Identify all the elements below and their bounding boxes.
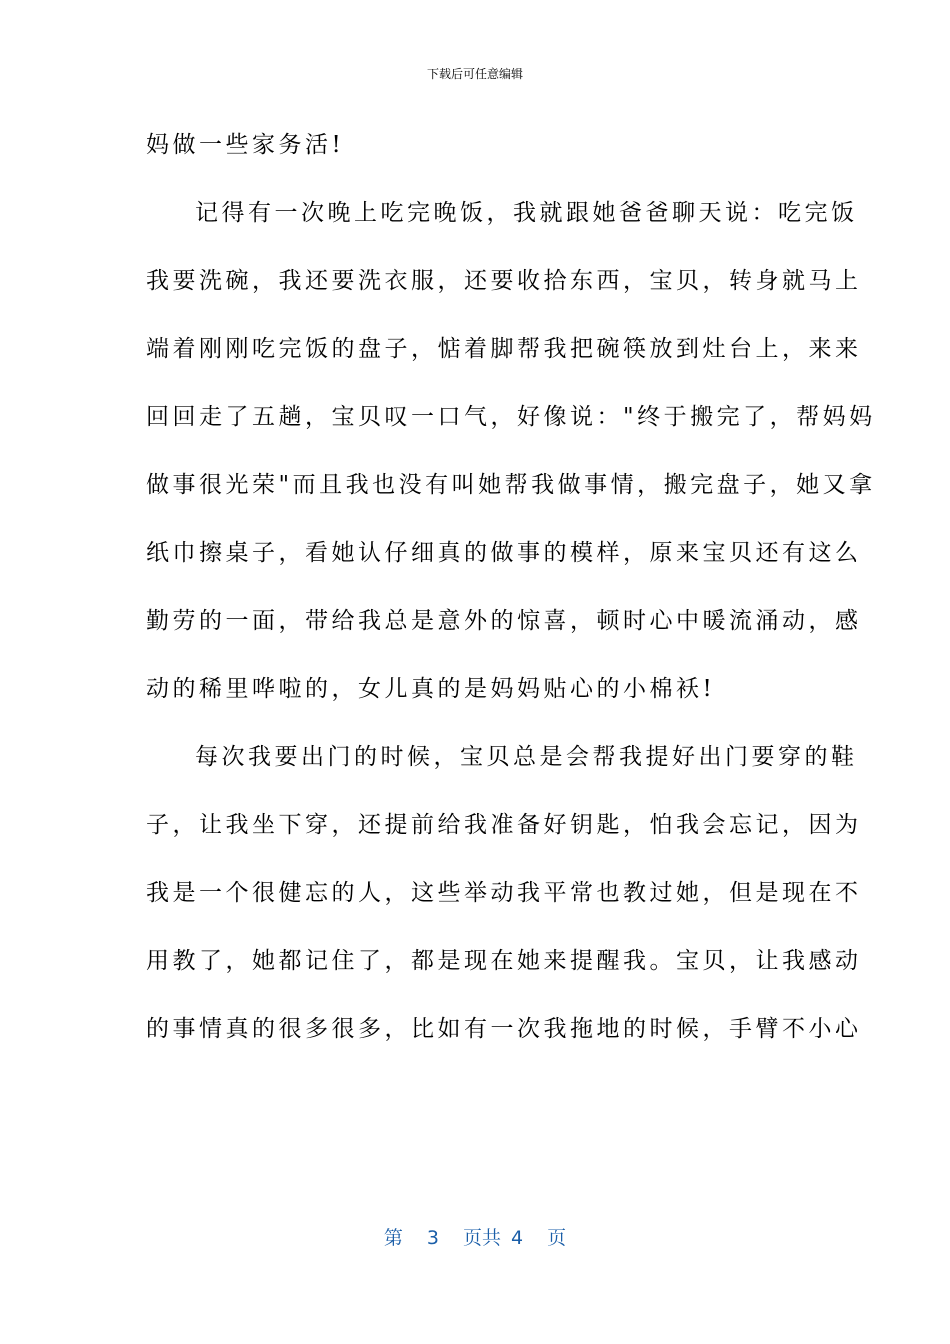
total-page-number: 4 [511,1227,524,1249]
text-line: 动的稀里哗啦的，女儿真的是妈妈贴心的小棉袄! [146,676,716,702]
text-line: 勤劳的一面，带给我总是意外的惊喜，顿时心中暖流涌动，感 [146,608,862,634]
text-line-paragraph-start: 每次我要出门的时候，宝贝总是会帮我提好出门要穿的鞋 [195,744,858,770]
document-body [146,121,876,1073]
text-line: 我要洗碗，我还要洗衣服，还要收拾东西，宝贝，转身就马上 [146,268,862,294]
text-line: 妈做一些家务活! [146,132,345,158]
footer-prefix: 第 [383,1227,403,1249]
current-page-number: 3 [426,1227,439,1249]
text-line: 回回走了五趟，宝贝叹一口气，好像说："终于搬完了，帮妈妈 [146,404,876,430]
text-line: 的事情真的很多很多，比如有一次我拖地的时候，手臂不小心 [146,1016,862,1042]
text-line: 纸巾擦桌子，看她认仔细真的做事的模样，原来宝贝还有这么 [146,540,862,566]
page-footer [0,1224,950,1252]
text-line: 子，让我坐下穿，还提前给我准备好钥匙，怕我会忘记，因为 [146,812,862,838]
footer-suffix: 页 [547,1227,567,1249]
text-line: 端着刚刚吃完饭的盘子，惦着脚帮我把碗筷放到灶台上，来来 [146,336,862,362]
footer-middle: 页共 [462,1227,501,1249]
text-line: 我是一个很健忘的人，这些举动我平常也教过她，但是现在不 [146,880,862,906]
header-text: 下载后可任意编辑 [426,67,523,81]
text-line: 用教了，她都记住了，都是现在她来提醒我。宝贝，让我感动 [146,948,862,974]
text-line: 做事很光荣"而且我也没有叫她帮我做事情，搬完盘子，她又拿 [146,472,876,498]
page-header [0,66,950,82]
text-line-paragraph-start: 记得有一次晚上吃完晚饭，我就跟她爸爸聊天说：吃完饭 [195,200,858,226]
